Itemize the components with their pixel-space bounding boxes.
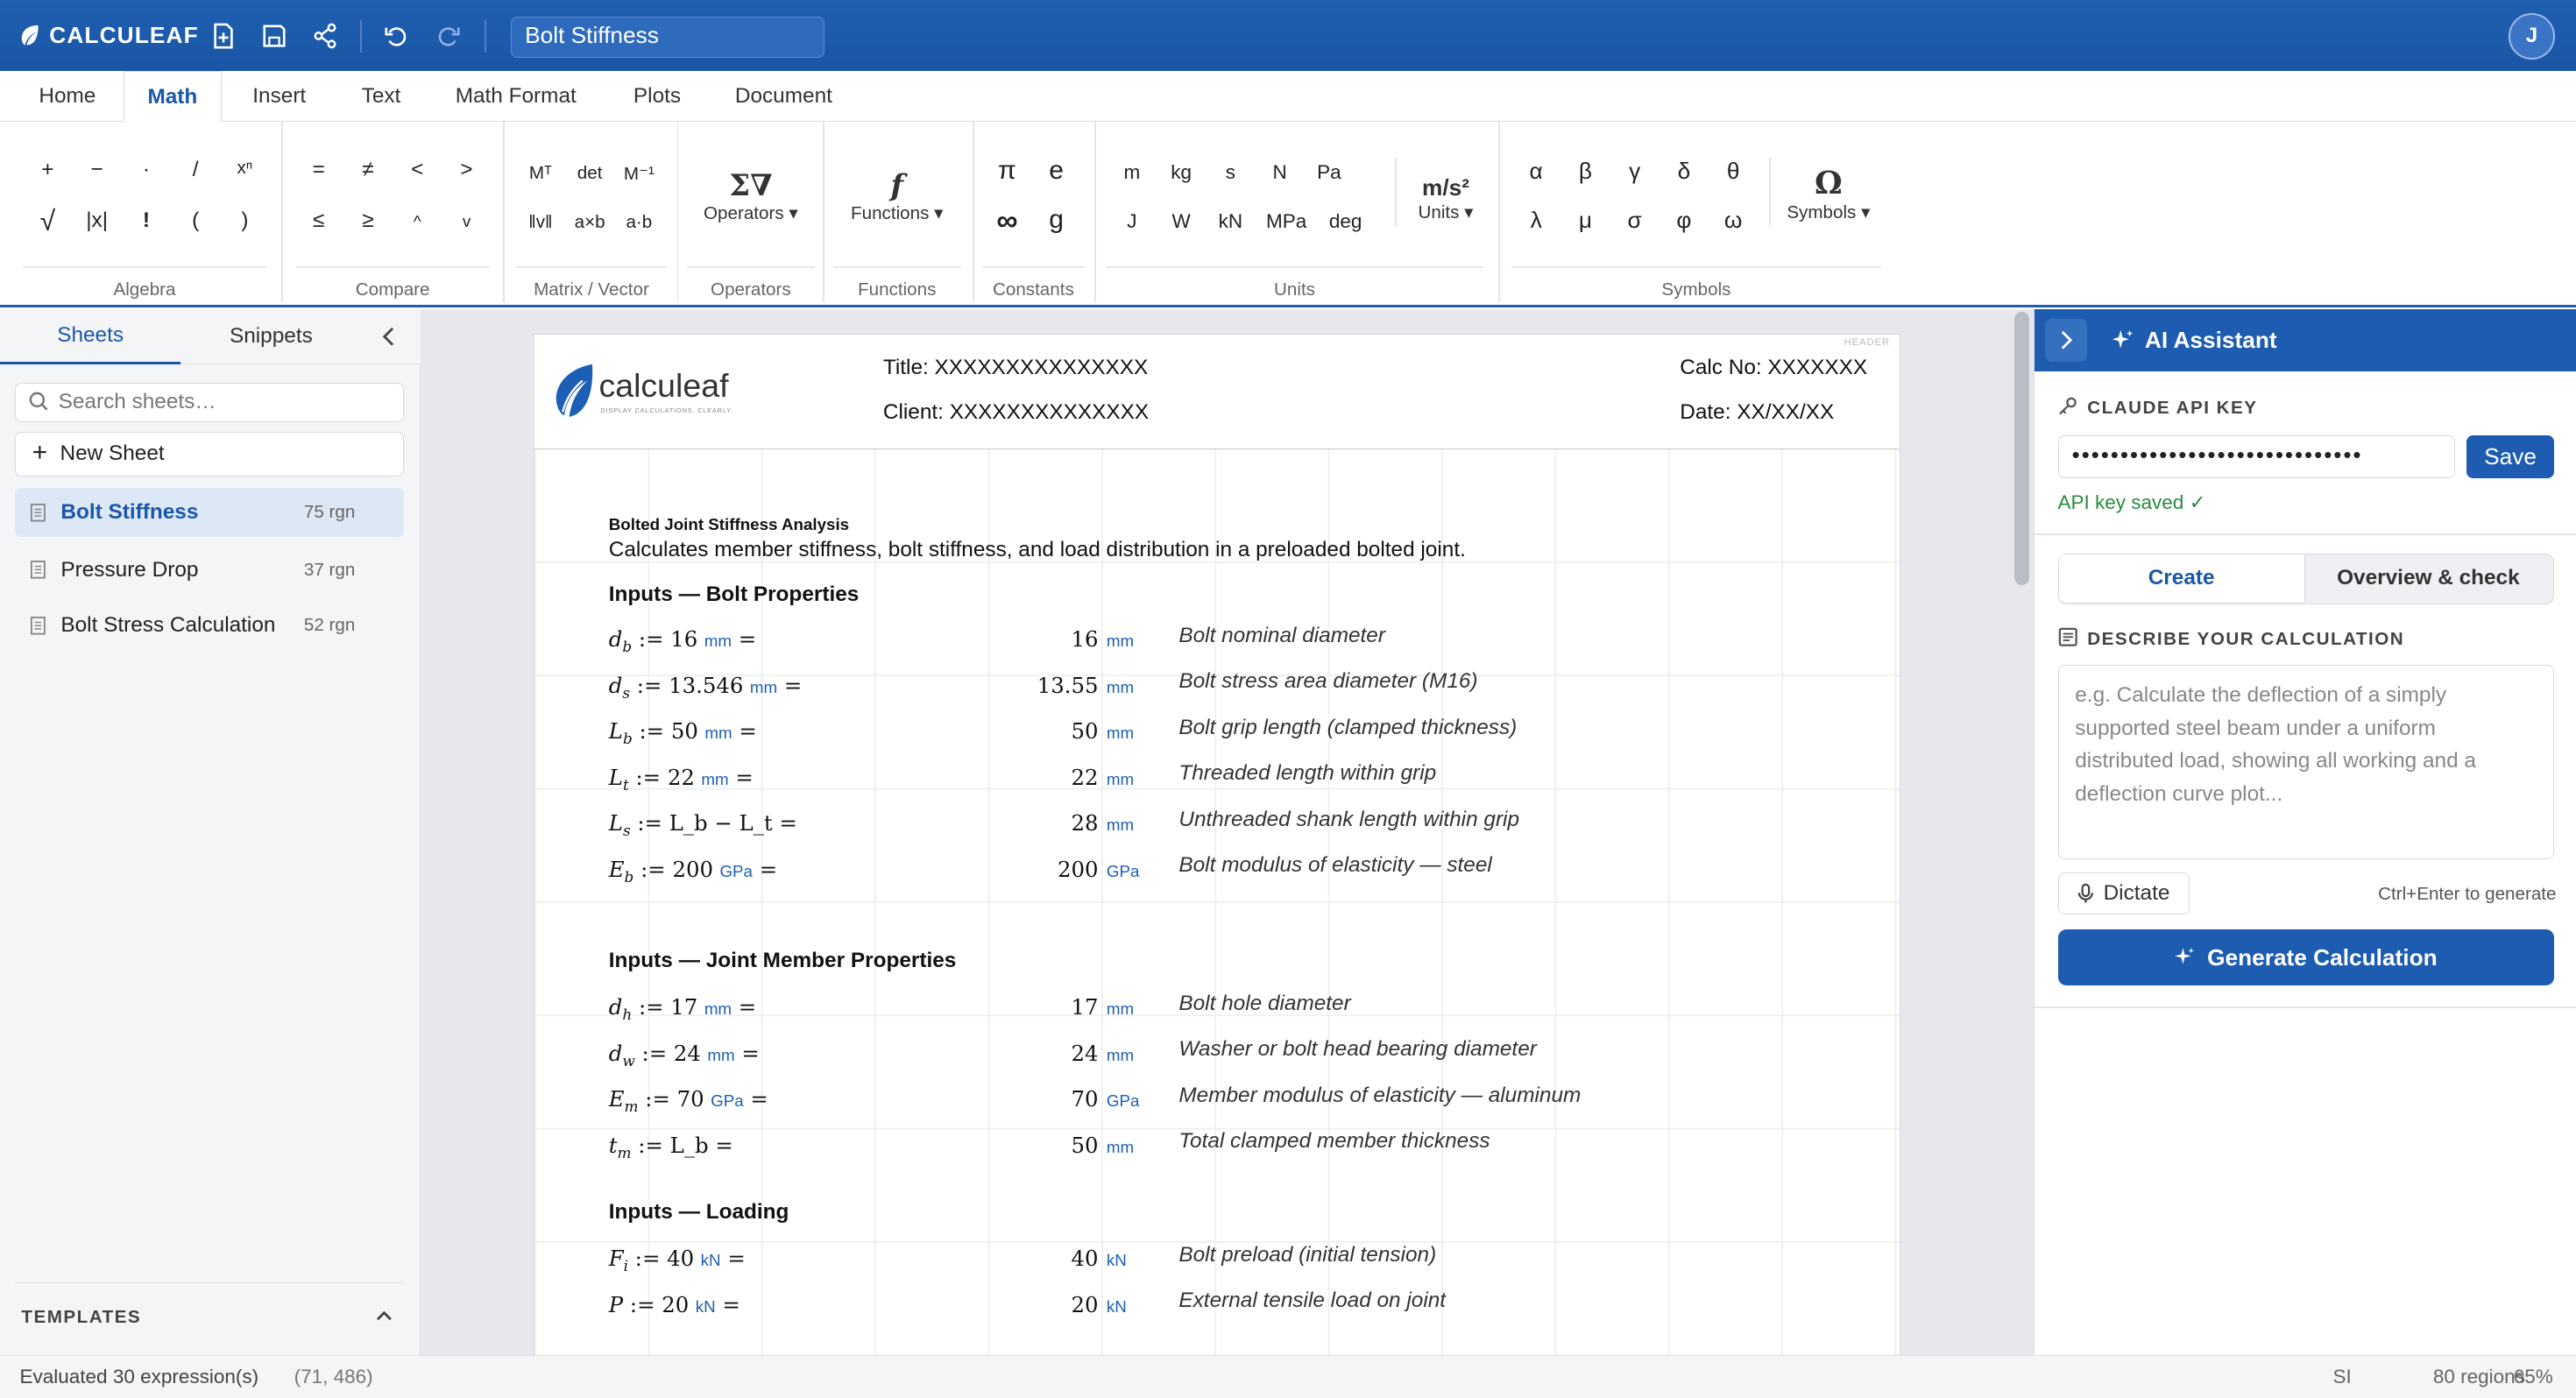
result-value: [647, 765, 1140, 790]
page-header: [534, 335, 1898, 449]
calculeaf-logo: [553, 363, 733, 426]
variable-symbol: L: [608, 718, 623, 745]
group-divider: [296, 266, 490, 268]
result-value: [647, 1133, 1140, 1158]
api-key-input[interactable]: ••••••••••••••••••••••••••••••: [2058, 435, 2456, 478]
row-description: Bolt modulus of elasticity — steel: [1178, 853, 1492, 878]
unit-system[interactable]: SI: [2332, 1366, 2352, 1388]
describe-label: DESCRIBE YOUR CALCULATION: [2087, 629, 2405, 650]
cross-product-button[interactable]: a×b: [574, 211, 605, 232]
group-divider: [687, 266, 815, 268]
expression-body: := L_b − L_t: [630, 810, 773, 837]
result-value: [647, 718, 1140, 744]
describe-icon: [2058, 627, 2078, 647]
result-unit: mm: [1106, 1045, 1135, 1064]
result-value: [647, 673, 1140, 698]
variable-symbol: d: [608, 994, 623, 1020]
unit-label: mm: [704, 632, 732, 651]
delta-button[interactable]: δ: [1677, 158, 1691, 184]
variable-symbol: d: [608, 672, 623, 698]
unit-kg-button[interactable]: kg: [1171, 160, 1192, 183]
tab-home[interactable]: Home: [39, 83, 96, 108]
api-key-status: API key saved ✓: [2057, 491, 2206, 513]
group-label-symbols: Symbols: [1661, 279, 1731, 300]
result-unit: mm: [1106, 1137, 1135, 1156]
norm-button[interactable]: ‖v‖: [528, 211, 553, 232]
unit-label: GPa: [719, 861, 753, 880]
ribbon: [0, 122, 2576, 307]
result-value: [647, 1246, 1140, 1271]
equals-sign: =: [732, 718, 757, 745]
unit-n-button[interactable]: N: [1272, 160, 1287, 183]
mu-button[interactable]: μ: [1578, 207, 1592, 234]
euler-button[interactable]: e: [1049, 156, 1064, 186]
toolbar-divider: [485, 20, 486, 53]
equals-sign: =: [752, 856, 778, 882]
logo-tagline: DISPLAY CALCULATIONS. CLEARLY.: [600, 406, 733, 415]
zoom-level[interactable]: 65%: [2513, 1366, 2553, 1388]
result-unit: GPa: [1106, 1091, 1140, 1111]
group-separator: [503, 122, 505, 302]
evaluation-status: Evaluated 30 expression(s): [19, 1366, 259, 1388]
calculation-prompt-textarea[interactable]: e.g. Calculate the deflection of a simply supported steel beam under a uniform distributed load, showing all working and a deflection curve plot...: [2058, 665, 2554, 858]
equals-sign: =: [734, 1040, 760, 1066]
result-unit: mm: [1106, 769, 1135, 788]
sheet-name: Pressure Drop: [60, 557, 199, 582]
panel-divider: [2035, 1006, 2576, 1008]
unit-label: mm: [701, 769, 729, 788]
variable-symbol: E: [608, 856, 625, 882]
expression-body: := L_b: [631, 1132, 709, 1158]
row-description: Bolt nominal diameter: [1178, 623, 1385, 647]
result-unit: kN: [1106, 1296, 1127, 1316]
key-icon: [2058, 396, 2078, 416]
result-unit: mm: [1106, 999, 1135, 1019]
variable-symbol: L: [608, 810, 623, 837]
variable-subscript: b: [622, 638, 633, 656]
section-title: Inputs — Bolt Properties: [608, 582, 860, 606]
row-description: Member modulus of elasticity — aluminum: [1178, 1083, 1582, 1107]
tab-math[interactable]: Math: [124, 71, 223, 124]
new-file-icon[interactable]: [204, 17, 244, 56]
new-sheet-label: New Sheet: [60, 441, 165, 465]
app-logo: [20, 22, 199, 49]
equals-sign: =: [715, 1291, 740, 1317]
microphone-icon: [2077, 883, 2094, 904]
search-placeholder: Search sheets…: [58, 390, 216, 414]
sigma-button[interactable]: σ: [1627, 207, 1642, 234]
chevron-up-icon: [376, 1310, 393, 1323]
tab-sheets[interactable]: Sheets: [0, 309, 180, 365]
equals-sign: =: [708, 1132, 733, 1158]
row-description: Bolt preload (initial tension): [1178, 1242, 1437, 1267]
vertical-scrollbar[interactable]: [2014, 312, 2029, 584]
group-divider: [1106, 266, 1483, 268]
expression-body: := 16: [632, 626, 698, 653]
variable-symbol: P: [608, 1291, 624, 1317]
unit-label: GPa: [711, 1091, 744, 1111]
ai-panel-title: AI Assistant: [2144, 327, 2277, 354]
sheet-item-pressure-drop[interactable]: [15, 546, 404, 595]
equals-sign: =: [772, 810, 797, 837]
not-equal-button[interactable]: ≠: [362, 158, 374, 181]
row-description: Bolt hole diameter: [1178, 991, 1351, 1015]
theta-button[interactable]: θ: [1726, 158, 1740, 184]
omega-button[interactable]: ω: [1723, 207, 1743, 234]
phi-button[interactable]: φ: [1676, 207, 1692, 234]
section-title: Inputs — Loading: [608, 1199, 789, 1224]
sheet-description: Calculates member stiffness, bolt stiffness, and load distribution in a preloaded bolted joint.: [608, 538, 1466, 562]
group-divider: [516, 266, 668, 268]
sheet-search-input[interactable]: [15, 383, 404, 422]
equals-sign: =: [743, 1086, 768, 1112]
operators-label: Operators ▾: [704, 203, 798, 224]
result-number: 200: [1058, 856, 1099, 882]
group-divider: [833, 266, 961, 268]
greater-than-button[interactable]: >: [460, 158, 473, 181]
result-value: [647, 1041, 1140, 1066]
variable-subscript: m: [617, 1143, 632, 1161]
avatar[interactable]: J: [2509, 13, 2555, 60]
expression-body: := 20: [623, 1291, 690, 1317]
result-number: 70: [1071, 1086, 1099, 1112]
group-separator: [823, 122, 824, 302]
expression-body: := 24: [634, 1040, 701, 1066]
ai-assistant-panel: [2034, 309, 2576, 1355]
close-paren-button[interactable]: ): [241, 208, 249, 233]
ribbon-divider: [1769, 158, 1771, 227]
row-description: Bolt stress area diameter (M16): [1178, 669, 1478, 694]
variable-subscript: t: [622, 775, 629, 794]
unit-label: kN: [695, 1296, 716, 1316]
group-divider: [982, 266, 1084, 268]
factorial-button[interactable]: !: [142, 208, 150, 233]
row-description: External tensile load on joint: [1178, 1289, 1447, 1312]
leaf-icon: [20, 24, 40, 46]
infinity-button[interactable]: ∞: [996, 203, 1018, 237]
result-number: 28: [1071, 810, 1099, 837]
variable-subscript: s: [622, 683, 630, 702]
row-description: Total clamped member thickness: [1178, 1129, 1490, 1154]
variable-subscript: b: [622, 730, 633, 748]
determinant-button[interactable]: det: [577, 162, 603, 183]
unit-deg-button[interactable]: deg: [1328, 210, 1362, 232]
symbols-menu[interactable]: [1780, 166, 1879, 223]
result-unit: mm: [1106, 632, 1135, 651]
result-value: [647, 1292, 1140, 1317]
less-equal-button[interactable]: ≤: [313, 208, 325, 233]
header-title: Title: XXXXXXXXXXXXXXX: [882, 356, 1149, 379]
worksheet-page[interactable]: [534, 334, 1900, 1385]
functions-menu[interactable]: [839, 167, 954, 224]
function-icon: f: [890, 167, 904, 203]
sigma-nabla-icon: Σ∇: [729, 167, 773, 203]
header-calc-no: Calc No: XXXXXXX: [1680, 356, 1868, 379]
sparkle-icon: [2111, 328, 2134, 351]
redo-icon[interactable]: [428, 17, 468, 56]
inverse-button[interactable]: M⁻¹: [623, 163, 655, 184]
equals-sign: =: [732, 994, 757, 1020]
abs-button[interactable]: |x|: [86, 208, 109, 233]
result-unit: mm: [1106, 724, 1135, 743]
group-label-functions: Functions: [858, 279, 937, 300]
collapse-panel-button[interactable]: [2045, 319, 2088, 362]
unit-label: mm: [707, 1045, 735, 1064]
status-bar: [0, 1355, 2576, 1398]
result-number: 50: [1071, 1132, 1099, 1158]
save-key-button[interactable]: Save: [2466, 435, 2553, 478]
unit-label: kN: [700, 1251, 721, 1270]
leaf-logo-icon: [553, 363, 596, 419]
group-label-matrix: Matrix / Vector: [534, 279, 649, 300]
tab-text[interactable]: Text: [361, 83, 401, 108]
sheet-region-count: 37 rgn: [303, 559, 356, 580]
tab-plots[interactable]: Plots: [633, 83, 682, 108]
sidebar: [0, 309, 421, 1355]
group-label-units: Units: [1274, 279, 1315, 300]
equals-button[interactable]: =: [312, 158, 325, 181]
result-value: [647, 626, 1140, 652]
document-icon: [30, 560, 46, 580]
tab-insert[interactable]: Insert: [252, 83, 307, 108]
worksheet-canvas[interactable]: [421, 309, 2034, 1355]
section-title: Inputs — Joint Member Properties: [608, 948, 957, 972]
less-than-button[interactable]: <: [411, 158, 424, 181]
lambda-button[interactable]: λ: [1530, 207, 1542, 234]
unit-mpa-button[interactable]: MPa: [1265, 210, 1307, 232]
result-unit: mm: [1106, 816, 1135, 835]
sheet-heading: Bolted Joint Stiffness Analysis: [608, 514, 850, 533]
header-client: Client: XXXXXXXXXXXXXX: [882, 399, 1150, 424]
tab-create[interactable]: Create: [2059, 554, 2305, 602]
templates-label: TEMPLATES: [21, 1306, 142, 1327]
and-button[interactable]: ^: [413, 211, 421, 230]
result-number: 16: [1071, 626, 1099, 653]
collapse-sidebar-icon[interactable]: [372, 309, 407, 365]
omega-icon: Ω: [1815, 166, 1843, 202]
equals-sign: =: [728, 764, 754, 790]
unit-s-button[interactable]: s: [1225, 160, 1235, 183]
plus-button[interactable]: +: [41, 158, 54, 181]
dictate-button[interactable]: [2058, 872, 2190, 915]
group-label-algebra: Algebra: [113, 279, 176, 300]
result-number: 13.55: [1037, 672, 1099, 698]
generate-label: Generate Calculation: [2207, 943, 2438, 971]
unit-m-button[interactable]: m: [1123, 160, 1141, 183]
unit-kn-button[interactable]: kN: [1218, 210, 1243, 232]
variable-subscript: s: [622, 822, 631, 840]
new-sheet-button[interactable]: [15, 432, 404, 477]
functions-label: Functions ▾: [851, 203, 944, 224]
group-separator: [281, 122, 283, 302]
document-title-input[interactable]: Bolt Stiffness: [511, 17, 824, 58]
result-unit: mm: [1106, 677, 1135, 696]
unit-label: mm: [749, 677, 778, 696]
result-unit: kN: [1106, 1251, 1127, 1270]
undo-icon[interactable]: [376, 17, 415, 56]
generate-calculation-button[interactable]: [2058, 929, 2554, 985]
sheet-region-count: 52 rgn: [303, 615, 356, 636]
expression-body: := 40: [628, 1246, 695, 1272]
variable-subscript: w: [622, 1051, 635, 1070]
result-value: [647, 810, 1140, 836]
group-separator: [677, 122, 679, 302]
sqrt-button[interactable]: √: [39, 205, 56, 237]
result-number: 24: [1071, 1040, 1099, 1066]
app-name: CALCULEAF: [49, 21, 199, 48]
row-description: Threaded length within grip: [1178, 761, 1437, 786]
expression-body: := 50: [632, 718, 698, 745]
result-value: [647, 857, 1140, 882]
sheet-item-bolt-stress[interactable]: [15, 601, 404, 650]
templates-section-toggle[interactable]: [15, 1282, 404, 1348]
variable-symbol: E: [608, 1086, 625, 1112]
variable-subscript: b: [624, 867, 634, 886]
unit-label: mm: [704, 999, 732, 1019]
tab-snippets[interactable]: Snippets: [229, 324, 313, 349]
equals-sign: =: [732, 626, 757, 653]
group-separator: [1498, 122, 1500, 302]
group-label-compare: Compare: [355, 279, 430, 300]
power-button[interactable]: xⁿ: [237, 158, 253, 178]
equals-sign: =: [777, 672, 803, 698]
title-bar: [0, 0, 2576, 71]
greater-equal-button[interactable]: ≥: [362, 208, 374, 233]
dot-product-button[interactable]: a·b: [626, 211, 653, 232]
api-key-label: CLAUDE API KEY: [2087, 397, 2258, 418]
divide-button[interactable]: /: [192, 158, 199, 181]
result-number: 17: [1071, 994, 1099, 1020]
cursor-coordinates: (71, 486): [294, 1366, 373, 1388]
or-button[interactable]: v: [462, 211, 471, 230]
toolbar-divider: [360, 20, 362, 53]
dictate-label: Dictate: [2103, 881, 2170, 905]
shortcut-hint: Ctrl+Enter to generate: [2378, 883, 2557, 904]
row-description: Unthreaded shank length within grip: [1178, 807, 1520, 831]
variable-symbol: t: [608, 1132, 618, 1158]
header-tag: HEADER: [1844, 337, 1891, 349]
gamma-button[interactable]: γ: [1629, 158, 1641, 184]
transpose-button[interactable]: Mᵀ: [528, 162, 552, 183]
variable-subscript: h: [622, 1006, 633, 1024]
header-date: Date: XX/XX/XX: [1680, 399, 1835, 424]
ribbon-divider: [1395, 158, 1397, 227]
ai-mode-tabs: [2058, 554, 2554, 604]
share-icon[interactable]: [306, 17, 345, 56]
expression-body: := 200: [633, 856, 713, 882]
result-unit: GPa: [1106, 861, 1140, 880]
row-description: Bolt grip length (clamped thickness): [1178, 715, 1518, 739]
document-icon: [30, 503, 46, 523]
expression-body: := 13.546: [630, 672, 744, 698]
result-number: 50: [1071, 718, 1099, 745]
variable-symbol: d: [608, 626, 623, 653]
sheet-region-count: 75 rgn: [303, 502, 356, 522]
variable-subscript: m: [624, 1098, 639, 1116]
alpha-button[interactable]: α: [1529, 158, 1543, 184]
expression-body: := 70: [638, 1086, 704, 1112]
symbols-label: Symbols ▾: [1787, 202, 1871, 223]
sheet-name: Bolt Stiffness: [60, 500, 199, 524]
units-icon: m/s²: [1422, 173, 1469, 201]
tab-document[interactable]: Document: [734, 83, 832, 108]
beta-button[interactable]: β: [1578, 158, 1592, 184]
result-number: 22: [1071, 764, 1099, 790]
unit-j-button[interactable]: J: [1127, 210, 1137, 232]
result-number: 20: [1071, 1291, 1099, 1317]
variable-subscript: i: [623, 1257, 629, 1275]
tab-math-format[interactable]: Math Format: [455, 83, 577, 108]
units-menu[interactable]: [1405, 174, 1487, 223]
group-separator: [1094, 122, 1096, 302]
panel-divider: [2035, 533, 2576, 535]
plus-icon: +: [32, 437, 48, 467]
minus-button[interactable]: −: [90, 158, 103, 181]
save-icon[interactable]: [255, 17, 294, 56]
unit-pa-button[interactable]: Pa: [1317, 160, 1341, 183]
logo-wordmark: calculeaf: [598, 367, 729, 405]
open-paren-button[interactable]: (: [192, 208, 200, 233]
chevron-right-icon: [2059, 330, 2072, 350]
group-label-constants: Constants: [992, 279, 1074, 300]
sheet-name: Bolt Stress Calculation: [60, 613, 276, 638]
search-icon: [29, 392, 49, 412]
pi-button[interactable]: π: [998, 156, 1016, 186]
group-divider: [23, 266, 266, 268]
group-label-operators: Operators: [711, 279, 791, 300]
units-label: Units ▾: [1418, 201, 1474, 222]
dot-button[interactable]: ·: [142, 158, 150, 181]
group-divider: [1511, 266, 1881, 268]
unit-w-button[interactable]: W: [1171, 210, 1191, 232]
sparkle-icon: [2175, 948, 2195, 968]
gravity-button[interactable]: g: [1049, 205, 1064, 235]
document-icon: [30, 616, 46, 636]
expression-body: := 22: [628, 764, 695, 790]
tab-overview-check[interactable]: Overview & check: [2337, 566, 2520, 590]
result-value: [647, 1086, 1140, 1112]
variable-symbol: d: [608, 1040, 623, 1066]
menu-tabs: [0, 71, 2576, 122]
sheet-item-bolt-stiffness[interactable]: [15, 488, 404, 537]
unit-label: mm: [704, 724, 732, 743]
result-value: [647, 994, 1140, 1020]
expression-body: := 17: [632, 994, 698, 1020]
group-separator: [973, 122, 974, 302]
ai-panel-header: [2035, 309, 2576, 371]
region-count: 80 regions: [2432, 1366, 2525, 1388]
variable-symbol: F: [608, 1246, 624, 1272]
equals-sign: =: [720, 1246, 746, 1272]
sidebar-tabs: [0, 309, 421, 365]
result-number: 40: [1071, 1246, 1099, 1272]
row-description: Washer or bolt head bearing diameter: [1178, 1037, 1537, 1062]
variable-symbol: L: [608, 764, 623, 790]
operators-menu[interactable]: [693, 167, 808, 224]
